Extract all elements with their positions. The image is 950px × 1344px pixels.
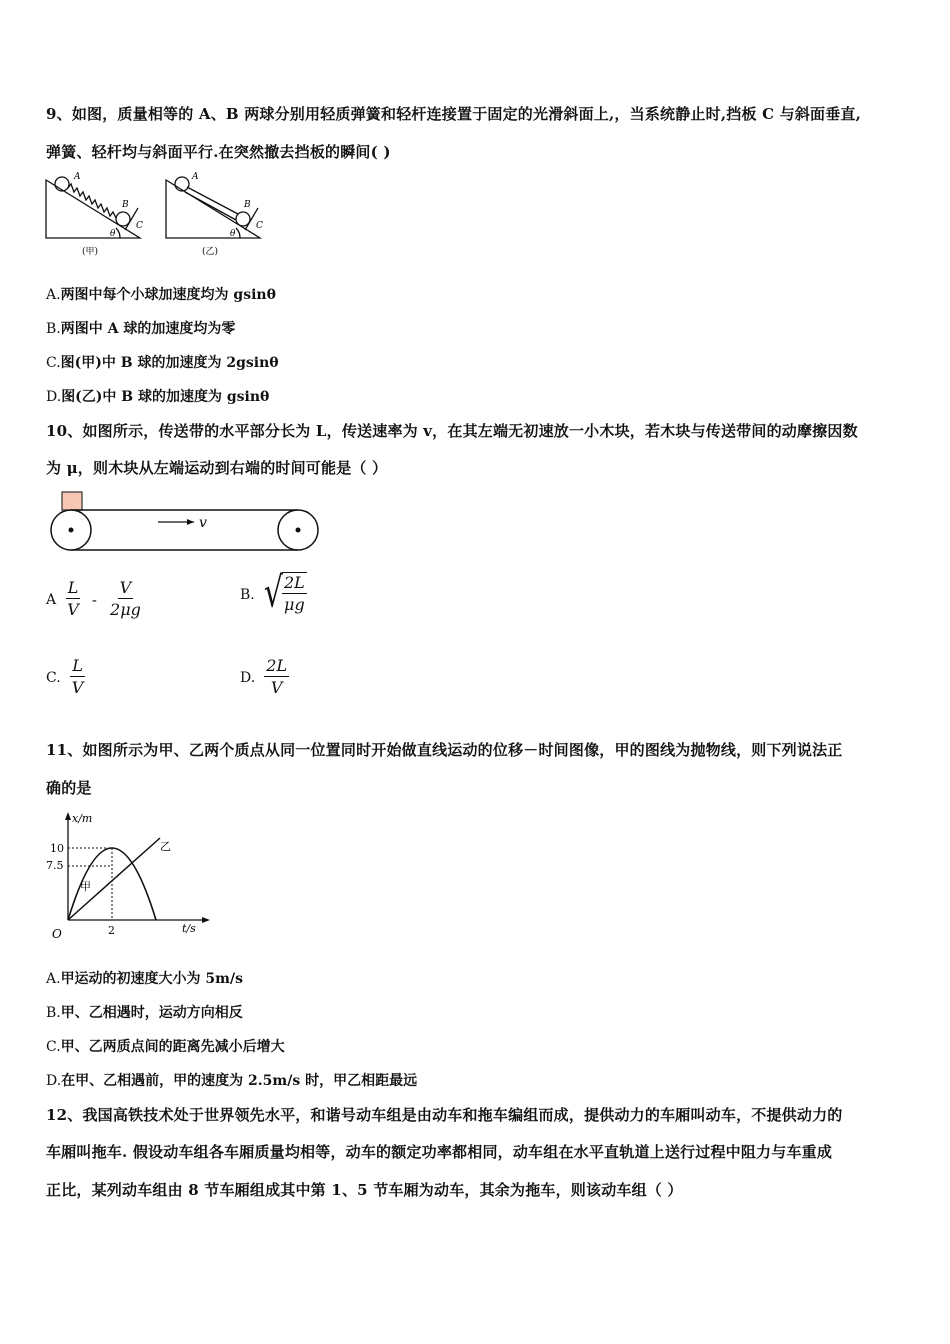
q10-conveyor-figure (46, 490, 326, 556)
label-theta-jia: θ (110, 229, 116, 239)
label-theta-yi: θ (230, 229, 236, 239)
label-yi: (乙) (202, 247, 219, 257)
q9-stem-line2: 弹簧、轻杆均与斜面平行.在突然撤去挡板的瞬间( ) (46, 143, 391, 161)
q12-stem-line2: 车厢叫拖车. 假设动车组各车厢质量均相等，动车的额定功率都相同，动车组在水平直轨道上送行过程中阻力与车重成 (46, 1143, 833, 1161)
q11-option-a: A.甲运动的初速度大小为 5m/s (46, 971, 243, 987)
q9-option-d: D.图(乙)中 B 球的加速度为 gsinθ (46, 389, 270, 405)
label-a-jia: A (74, 172, 81, 182)
q11-option-c: C.甲、乙两质点间的距离先减小后增大 (46, 1039, 285, 1055)
x-axis-label: t/s (182, 922, 196, 935)
q11-stem-line2: 确的是 (46, 779, 92, 797)
q12-stem-line1: 12、我国高铁技术处于世界领先水平，和谐号动车组是由动车和拖车编组而成，提供动力的车厢叫动车，不提供动力的 (46, 1106, 843, 1124)
tick-10: 10 (50, 842, 64, 855)
q9-incline-figure (40, 170, 280, 262)
label-b-jia: B (122, 200, 129, 210)
label-b-yi: B (244, 200, 251, 210)
q10-option-d: D. $\frac{2L}{V}$ (240, 656, 288, 697)
q10-stem-line1: 10、如图所示，传送带的水平部分长为 L，传送速率为 v，在其左端无初速放一小木块，若木块与传送带间的动摩擦因数 (46, 422, 858, 440)
q9-stem-line1: 9、如图，质量相等的 A、B 两球分别用轻质弹簧和轻杆连接置于固定的光滑斜面上,，当系统静止时,挡板 C 与斜面垂直, (46, 105, 862, 123)
label-yi-line: 乙 (160, 840, 171, 853)
line-yi (68, 838, 160, 920)
q11-xt-graph (44, 808, 214, 944)
q9-option-a: A.两图中每个小球加速度均为 gsinθ (46, 287, 276, 303)
q11-option-d: D.在甲、乙相遇前，甲的速度为 2.5m/s 时，甲乙相距最远 (46, 1073, 418, 1089)
label-c-jia: C (136, 221, 143, 231)
q9-option-b: B.两图中 A 球的加速度均为零 (46, 321, 236, 337)
y-axis-label: x/m (72, 812, 93, 825)
tick-2: 2 (108, 924, 115, 937)
origin-label: O (52, 927, 62, 941)
q11-option-b: B.甲、乙相遇时，运动方向相反 (46, 1005, 243, 1021)
q10-option-b: B. √ $\frac{2L}{\mu g}$ (240, 568, 305, 618)
label-c-yi: C (256, 221, 263, 231)
q10-option-c: C. $\frac{L}{V}$ (46, 656, 84, 697)
q11-stem-line1: 11、如图所示为甲、乙两个质点从同一位置同时开始做直线运动的位移－时间图像，甲的图线为抛物线，则下列说法正 (46, 741, 843, 759)
q12-stem-line3: 正比，某列动车组由 8 节车厢组成其中第 1、5 节车厢为动车，其余为拖车，则该动车组（ ） (46, 1181, 683, 1199)
label-jia: (甲) (82, 247, 99, 257)
q10-option-a: A $\frac{L}{V}$ - $\frac{V}{2\mu g}$ (46, 578, 141, 619)
q10-stem-line2: 为 μ，则木块从左端运动到右端的时间可能是（ ） (46, 459, 388, 477)
label-jia-curve: 甲 (80, 880, 91, 893)
velocity-label: v (199, 515, 207, 531)
label-a-yi: A (192, 172, 199, 182)
tick-7-5: 7.5 (46, 859, 64, 872)
wood-block (62, 492, 82, 510)
q9-option-c: C.图(甲)中 B 球的加速度为 2gsinθ (46, 355, 279, 371)
